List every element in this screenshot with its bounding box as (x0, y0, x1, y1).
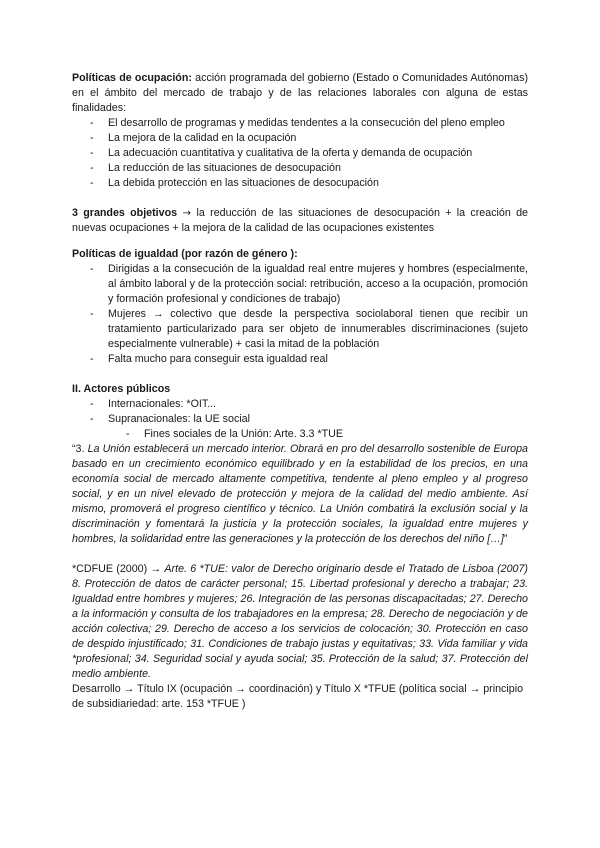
employment-policies-list (72, 116, 528, 191)
actors-sublist (72, 427, 528, 442)
objectives-text: la reducción de las situaciones de desocupación + la creación de nuevas ocupaciones + la mejora de la calidad de las ocupaciones existentes (72, 207, 528, 234)
employment-policies-heading: Políticas de ocupación: (72, 72, 192, 84)
list-item: - La mejora de la calidad en la ocupación (72, 131, 528, 146)
list-item: - La reducción de las situaciones de desocupación (72, 161, 528, 176)
cdfue-text: Arte. 6 *TUE: valor de Derecho originario desde el Tratado de Lisboa (2007) 8. Protección de datos de carácter personal; 15. Libertad profesional y derecho a trabajar; 23. Igualdad entre hombres y mujeres; 26. Integración de las personas discapacitadas; 27. Derecho a la información y consulta de los trabajadores en la empresa; 28. Derecho de negociación y de acción colectiva; 29. Derecho de acceso a los servicios de colocación; 30. Protección en caso de despido injustificado; 31. Condiciones de trabajo justas y equitativas; 33. Vida familiar y vida *profesional; 34. Seguridad social y ayuda social; 35. Protección de la salud; 37. Protección del medio ambiente. (72, 563, 528, 680)
cdfue-prefix: *CDFUE (2000) → (72, 563, 165, 575)
objectives-heading: 3 grandes objetivos (72, 207, 178, 219)
actors-list (72, 397, 528, 427)
list-item: - El desarrollo de programas y medidas tendentes a la consecución del pleno empleo (72, 116, 528, 131)
document-body (72, 71, 528, 712)
quote-prefix: “3. (72, 443, 88, 455)
list-item: - Internacionales: *OIT... (72, 397, 528, 412)
cdfue-paragraph (72, 562, 528, 682)
employment-policies-paragraph (72, 71, 528, 116)
employment-policies-text: acción programada del gobierno (Estado o Comunidades Autónomas) en el ámbito del mercado de trabajo y de las relaciones laborales con alguna de estas finalidades: (72, 72, 528, 114)
list-item: - Supranacionales: la UE social (72, 412, 528, 427)
objectives-paragraph (72, 206, 528, 236)
right-arrow-icon: → (177, 208, 197, 219)
quote-text: La Unión establecerá un mercado interior. Obrará en pro del desarrollo sostenible de Europa basado en un crecimiento económico equilibrado y en la estabilidad de los precios, en una economía social de mercado altamente competitiva, tendente al pleno empleo y al progreso social, y en un nivel elevado de protección y mejora de la calidad del medio ambiente. Así mismo, promoverá el progreso científico y técnico. La Unión combatirá la exclusión social y la discriminación y fomentará la justicia y la protección sociales, la igualdad entre mujeres y hombres, la solidaridad entre las generaciones y la protección de los derechos del niño […] (72, 443, 528, 545)
list-item: - La debida protección en las situaciones de desocupación (72, 176, 528, 191)
quote-suffix: ” (503, 533, 508, 545)
equality-heading-paragraph (72, 247, 528, 262)
list-item: - Fines sociales de la Unión: Arte. 3.3 *TUE (72, 427, 528, 442)
list-item: - La adecuación cuantitativa y cualitativa de la oferta y demanda de ocupación (72, 146, 528, 161)
list-item: - Falta mucho para conseguir esta igualdad real (72, 352, 528, 367)
development-paragraph: Desarrollo → Título IX (ocupación → coordinación) y Título X *TFUE (política social → principio de subsidiariedad: arte. 153 *TFUE ) (72, 683, 524, 710)
treaty-quote (72, 442, 528, 547)
equality-heading: Políticas de igualdad (por razón de género ): (72, 248, 298, 260)
actors-heading-paragraph (72, 382, 528, 397)
actors-heading: II. Actores públicos (72, 383, 171, 395)
equality-list (72, 262, 528, 367)
list-item: - Dirigidas a la consecución de la igualdad real entre mujeres y hombres (especialmente, al ámbito laboral y de la protección social: retribución, acceso a la ocupación, promoción y formación profesional y condiciones de trabajo) (72, 262, 528, 307)
list-item: - Mujeres → colectivo que desde la perspectiva sociolaboral tienen que recibir un tratamiento particularizado para ser objeto de innumerables discriminaciones (sujeto especialmente vulnerable) + casi la mitad de la población (72, 307, 528, 352)
